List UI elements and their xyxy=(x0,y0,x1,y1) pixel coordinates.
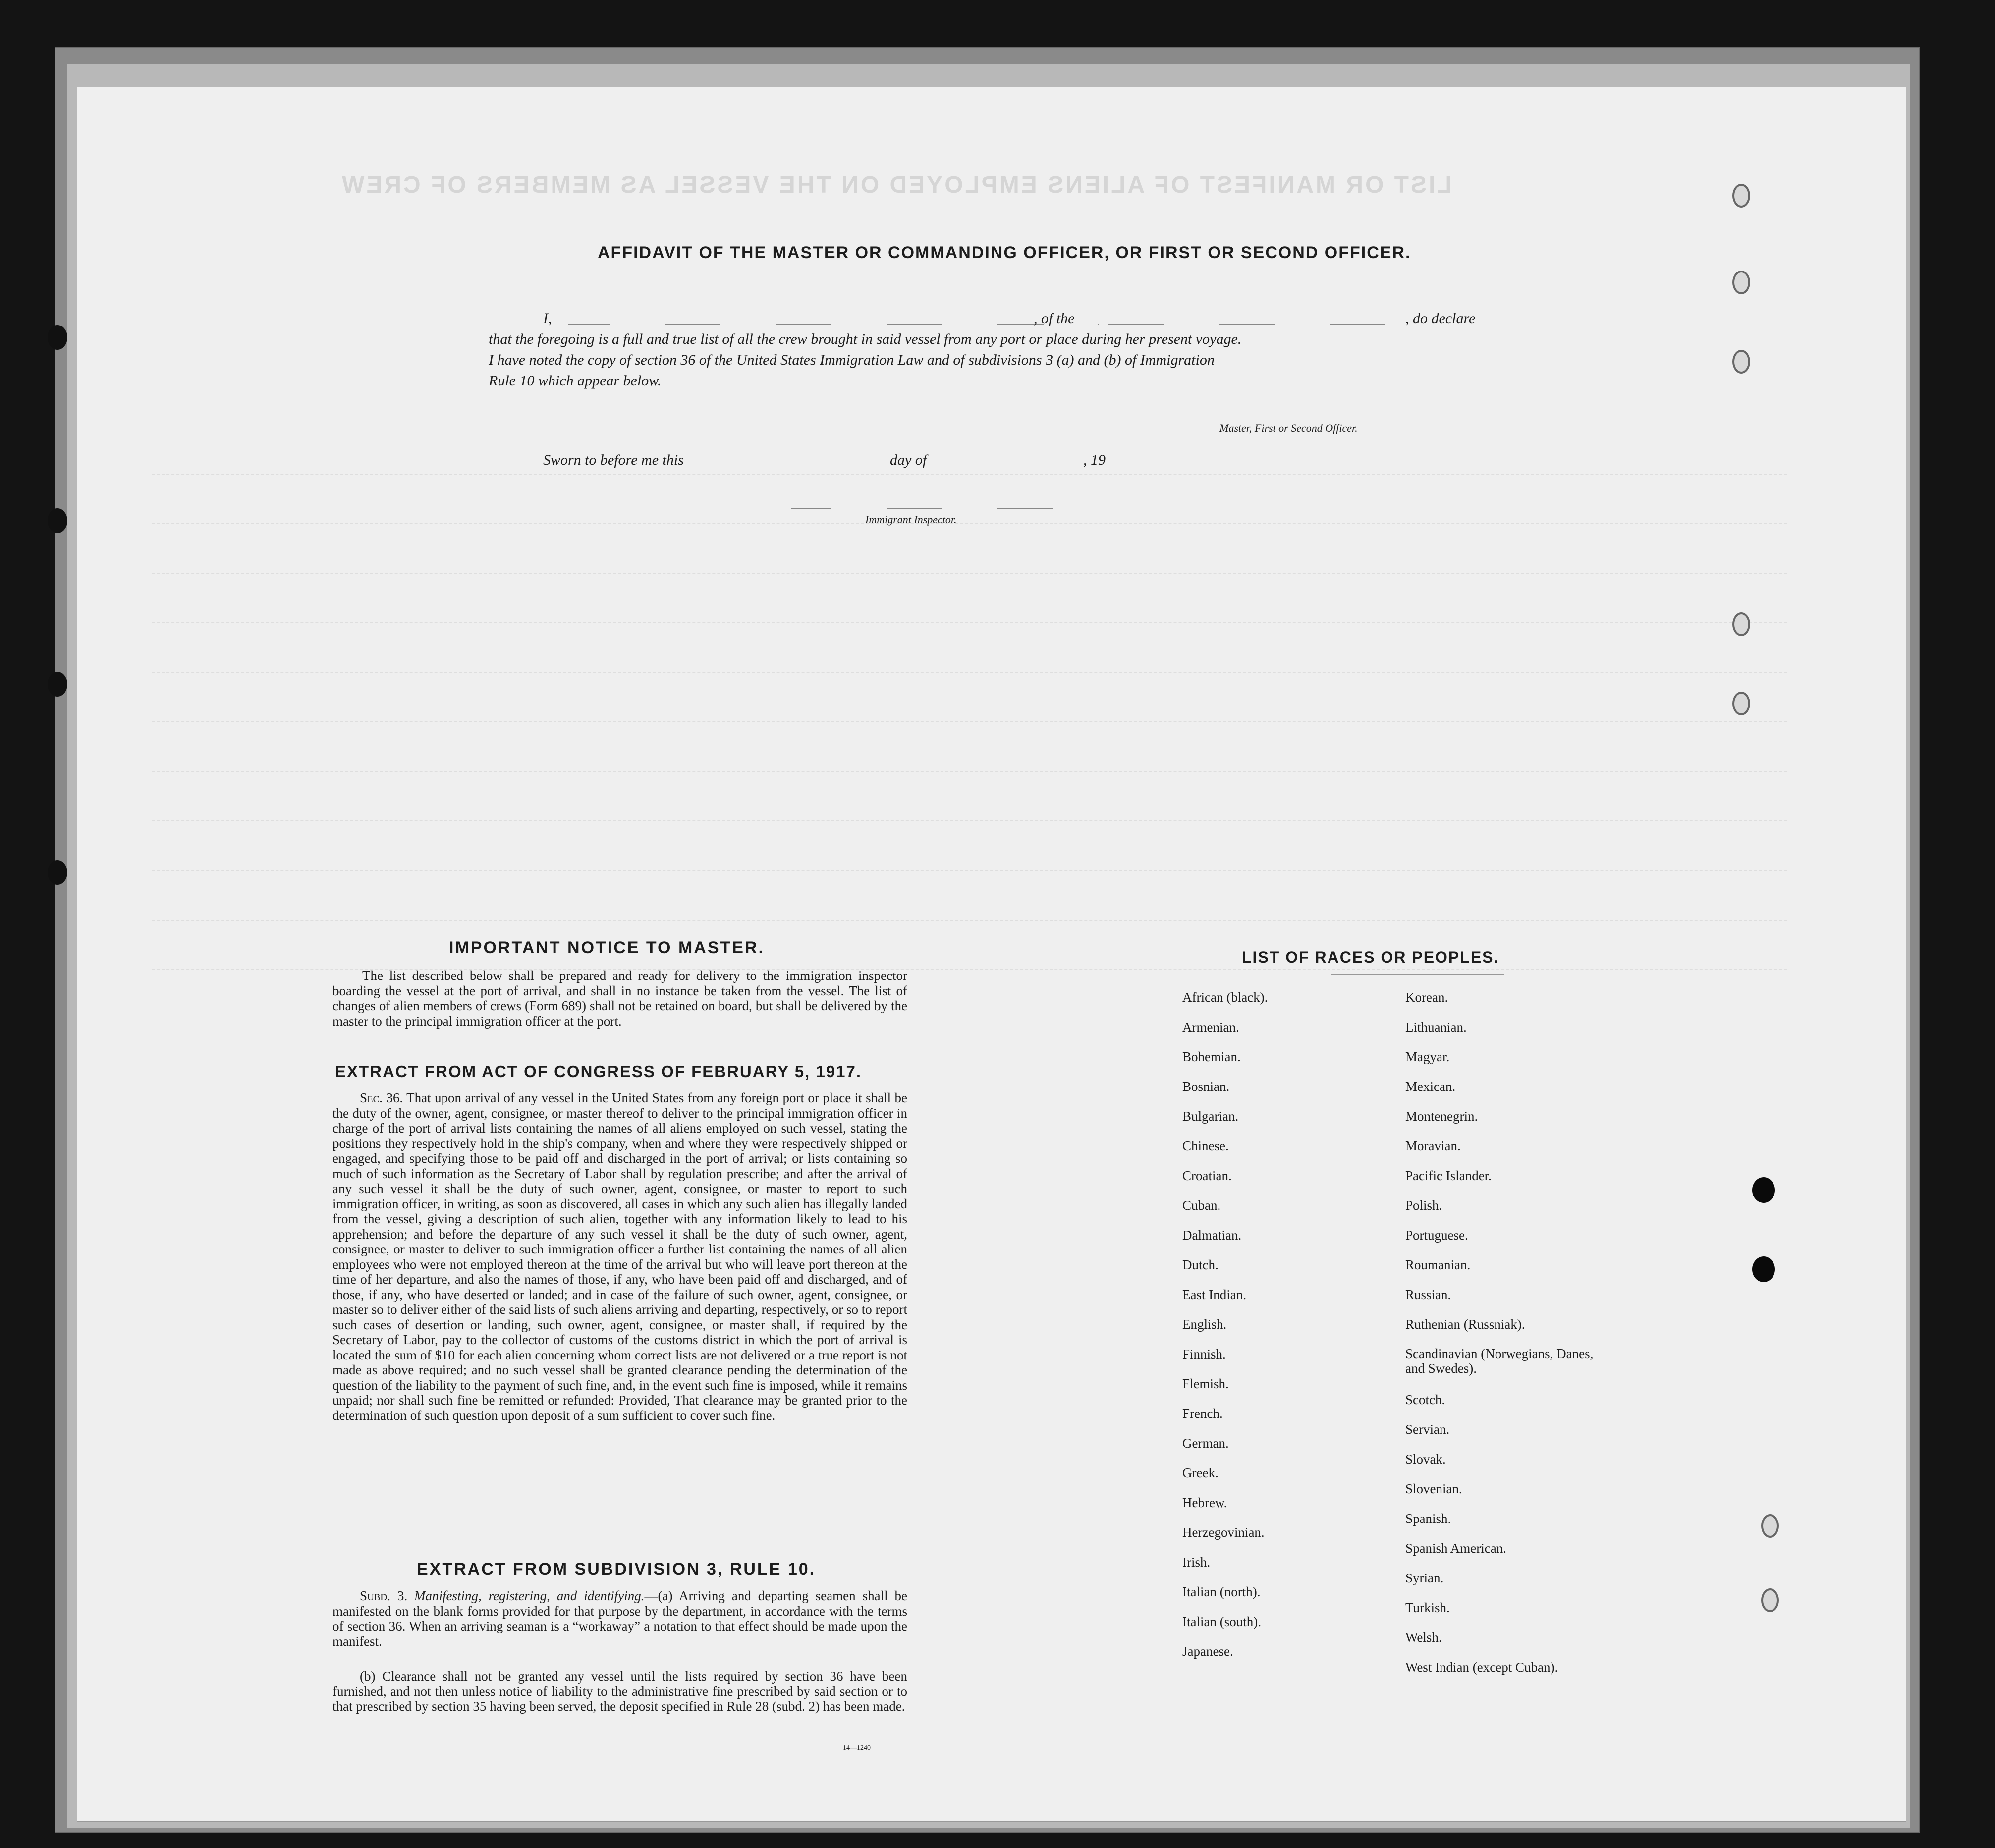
affidavit-line-3: Rule 10 which appear below. xyxy=(489,373,662,389)
race-item: Dutch. xyxy=(1182,1257,1219,1272)
race-item: African (black). xyxy=(1182,990,1268,1005)
race-item: Spanish. xyxy=(1405,1511,1451,1526)
rule-title: EXTRACT FROM SUBDIVISION 3, RULE 10. xyxy=(417,1560,816,1578)
bleed-through-heading: LIST OR MANIFEST OF ALIENS EMPLOYED ON THE VESSEL AS MEMBERS OF CREW xyxy=(340,172,1452,198)
race-item: Scandinavian (Norwegians, Danes, and Swedes). xyxy=(1405,1346,1594,1376)
race-item: Scotch. xyxy=(1405,1392,1445,1407)
race-item: Magyar. xyxy=(1405,1049,1450,1064)
signature-label: Master, First or Second Officer. xyxy=(1219,422,1358,434)
document-page xyxy=(77,87,1906,1822)
race-item: Italian (north). xyxy=(1182,1584,1261,1599)
race-item: Chinese. xyxy=(1182,1139,1229,1153)
punch-hole xyxy=(1752,1256,1775,1282)
inspector-label: Immigrant Inspector. xyxy=(865,513,957,526)
subd-label: Subd. 3. xyxy=(360,1588,408,1603)
subd-heading: Manifesting, registering, and identifying. xyxy=(414,1588,645,1603)
affidavit-of-the: , of the xyxy=(1034,310,1075,326)
race-item: East Indian. xyxy=(1182,1287,1246,1302)
race-item: Roumanian. xyxy=(1405,1257,1471,1272)
race-item: West Indian (except Cuban). xyxy=(1405,1660,1558,1675)
races-left-column xyxy=(1182,990,1395,1674)
act-paragraph xyxy=(332,1090,907,1423)
race-item: Syrian. xyxy=(1405,1571,1444,1585)
affidavit-line-1: that the foregoing is a full and true list of all the crew brought in said vessel from any port or place during her present voyage. xyxy=(489,331,1242,347)
punch-hole xyxy=(1752,1177,1775,1203)
race-item: Turkish. xyxy=(1405,1600,1450,1615)
race-item: Bulgarian. xyxy=(1182,1109,1239,1124)
race-item: Korean. xyxy=(1405,990,1448,1005)
rule-text-a: —(a) Arriving and departing seamen shall be manifested on the blank forms provided for that purpose by the department, in accordance with the terms of section 36. When an arriving seaman is a “workaway” a notation to that effect should be made upon the manifest. xyxy=(332,1588,907,1649)
race-item: Dalmatian. xyxy=(1182,1228,1242,1243)
races-right-column xyxy=(1405,990,1613,1689)
punch-ring xyxy=(1732,184,1750,208)
race-item: Greek. xyxy=(1182,1466,1219,1480)
day-of-label: day of xyxy=(890,452,927,468)
race-item: Irish. xyxy=(1182,1555,1211,1570)
punch-ring xyxy=(1732,271,1750,294)
punch-hole xyxy=(48,508,67,533)
race-item: Mexican. xyxy=(1405,1079,1456,1094)
act-text: That upon arrival of any vessel in the United States from any foreign port or place it shall be the duty of the owner, agent, consignee, or master thereof to deliver to the principal immigration officer in charge of the port of arrival lists containing the names of all aliens employed on such vessel, stating the positions they respectively hold in the ship's company, when and where they were respectively shipped or engaged, and specifying those to be paid off and discharged in the port of arrival; or lists containing so much of such information as the Secretary of Labor shall by regulation prescribe; and after the arrival of any such vessel it shall be the duty of such owner, agent, consignee, or master to report to such immigration officer, in writing, as soon as discovered, all cases in which any such alien has illegally landed from the vessel, giving a description of such alien, together with any information likely to lead to his apprehension; and before the departure of any such vessel it shall be the duty of such owner, agent, consignee, or master to deliver to such immigration officer a further list containing the names of all alien employees who were not employed thereon at the time of the arrival but who will leave port thereon at the time of her departure, and also the names of those, if any, who have been paid off and discharged, and of those, if any, who have deserted or landed; and in case of the failure of such owner, agent, consignee, or master so to deliver either of the said lists of such aliens arriving and departing, respectively, or so to report such cases of desertion or landing, such owner, agent, consignee, or master shall, if required by the Secretary of Labor, pay to the collector of customs of the customs district in which the port of arrival is located the sum of $10 for each alien concerning whom correct lists are not delivered or a true report is not made as above required; and no such vessel shall be granted clearance pending the determination of the question of the liability to the payment of such fine, and, in the event such fine is imposed, while it remains unpaid; nor shall such fine be remitted or refunded: Provided, That clearance may be granted prior to the determination of such question upon deposit of a sum sufficient to cover such fine. xyxy=(332,1090,907,1423)
race-item: Ruthenian (Russniak). xyxy=(1405,1317,1525,1332)
race-item: Slovenian. xyxy=(1405,1481,1462,1496)
punch-hole xyxy=(48,325,67,350)
affidavit-line-2: I have noted the copy of section 36 of the United States Immigration Law and of subdivisions 3 (a) and (b) of Immigration xyxy=(489,352,1215,368)
form-code: 14—1240 xyxy=(843,1744,871,1752)
master-name-field[interactable] xyxy=(568,324,1044,325)
act-title: EXTRACT FROM ACT OF CONGRESS OF FEBRUARY 5, 1917. xyxy=(335,1062,862,1081)
race-item: Spanish American. xyxy=(1405,1541,1506,1556)
year-prefix: , 19 xyxy=(1083,452,1106,468)
affidavit-title: AFFIDAVIT OF THE MASTER OR COMMANDING OFFICER, OR FIRST OR SECOND OFFICER. xyxy=(598,243,1411,262)
punch-hole xyxy=(48,672,67,697)
race-item: Russian. xyxy=(1405,1287,1451,1302)
punch-ring xyxy=(1761,1514,1779,1538)
punch-ring xyxy=(1761,1588,1779,1612)
vessel-name-field[interactable] xyxy=(1098,324,1410,325)
races-title: LIST OF RACES OR PEOPLES. xyxy=(1242,948,1499,966)
race-item: Armenian. xyxy=(1182,1020,1239,1034)
sworn-label: Sworn to before me this xyxy=(543,452,684,468)
race-item: Herzegovinian. xyxy=(1182,1525,1265,1540)
race-item: Flemish. xyxy=(1182,1376,1229,1391)
race-item: Italian (south). xyxy=(1182,1614,1261,1629)
race-item: Pacific Islander. xyxy=(1405,1168,1492,1183)
race-item: Polish. xyxy=(1405,1198,1442,1213)
race-item: Bohemian. xyxy=(1182,1049,1241,1064)
race-item: Bosnian. xyxy=(1182,1079,1230,1094)
sec-label: Sec. 36. xyxy=(360,1090,403,1105)
race-item: Slovak. xyxy=(1405,1452,1446,1467)
inspector-signature-field[interactable] xyxy=(791,508,1068,509)
races-title-rule xyxy=(1331,974,1504,975)
race-item: Montenegrin. xyxy=(1405,1109,1478,1124)
race-item: Portuguese. xyxy=(1405,1228,1468,1243)
notice-title: IMPORTANT NOTICE TO MASTER. xyxy=(449,938,765,957)
race-item: Finnish. xyxy=(1182,1347,1226,1361)
race-item: English. xyxy=(1182,1317,1227,1332)
punch-ring xyxy=(1732,350,1750,374)
punch-ring xyxy=(1732,692,1750,715)
affidavit-i-label: I, xyxy=(543,310,552,326)
race-item: Cuban. xyxy=(1182,1198,1221,1213)
notice-text: The list described below shall be prepared and ready for delivery to the immigration inspector boarding the vessel at the port of arrival, and shall in no instance be taken from the vessel. The list of changes of alien members of crews (Form 689) shall not be retained on board, but shall be delivered by the master to the principal immigration officer at the port. xyxy=(332,968,907,1029)
rule-text-b: (b) Clearance shall not be granted any vessel until the lists required by section 36 have been furnished, and not then unless notice of liability to the administrative fine prescribed by said section or to that prescribed by section 35 having been served, the deposit specified in Rule 28 (subd. 2) has been made. xyxy=(332,1669,907,1714)
race-item: Servian. xyxy=(1405,1422,1450,1437)
race-item: Lithuanian. xyxy=(1405,1020,1467,1034)
punch-hole xyxy=(48,860,67,885)
race-item: Hebrew. xyxy=(1182,1495,1227,1510)
race-item: Croatian. xyxy=(1182,1168,1232,1183)
race-item: French. xyxy=(1182,1406,1223,1421)
rule-paragraph-a xyxy=(332,1588,907,1649)
race-item: Welsh. xyxy=(1405,1630,1442,1645)
race-item: Japanese. xyxy=(1182,1644,1233,1659)
race-item: Moravian. xyxy=(1405,1139,1461,1153)
race-item: German. xyxy=(1182,1436,1229,1451)
affidavit-do-declare: , do declare xyxy=(1405,310,1476,326)
punch-ring xyxy=(1732,612,1750,636)
